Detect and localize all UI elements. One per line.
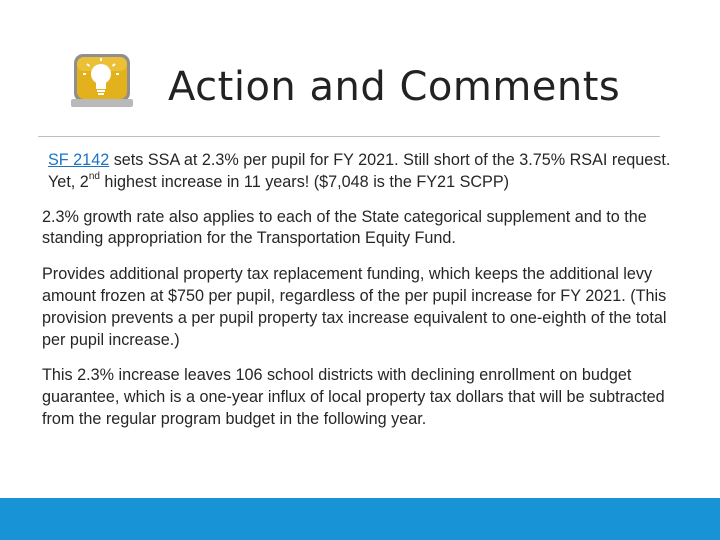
paragraph-declining-enrollment: This 2.3% increase leaves 106 school districts with declining enrollment on budget guarantee, which is a one-year influx of local property tax dollars that will be subtracted from the regular program budget in the following year. — [42, 366, 665, 428]
paragraph-ssa-text-b: highest increase in 11 years! ($7,048 is the FY21 SCPP) — [99, 172, 510, 191]
paragraph-growth-rate: 2.3% growth rate also applies to each of the State categorical supplement and to the standing appropriation for the Transportation Equity Fund. — [42, 207, 647, 248]
title-divider — [38, 136, 660, 137]
footer-accent-band — [0, 498, 720, 540]
slide-body — [42, 150, 682, 445]
paragraph-property-tax: Provides additional property tax replacement funding, which keeps the additional levy amount frozen at $750 per pupil, regardless of the per pupil increase for FY 2021. (This provision prevents a per pupil property tax increase equivalent to one-eighth of the total per pupil increase.) — [42, 265, 667, 349]
lightbulb-icon — [70, 52, 134, 108]
slide-title: Action and Comments — [168, 64, 621, 110]
sf-2142-link[interactable]: SF 2142 — [48, 151, 110, 169]
paragraph-ssa — [42, 150, 682, 194]
paragraph-ssa-text-a: sets SSA at 2.3% per pupil for FY 2021. Still short of the 3.75% RSAI request. Yet, 2 — [48, 151, 671, 191]
superscript-nd: nd — [88, 171, 100, 183]
